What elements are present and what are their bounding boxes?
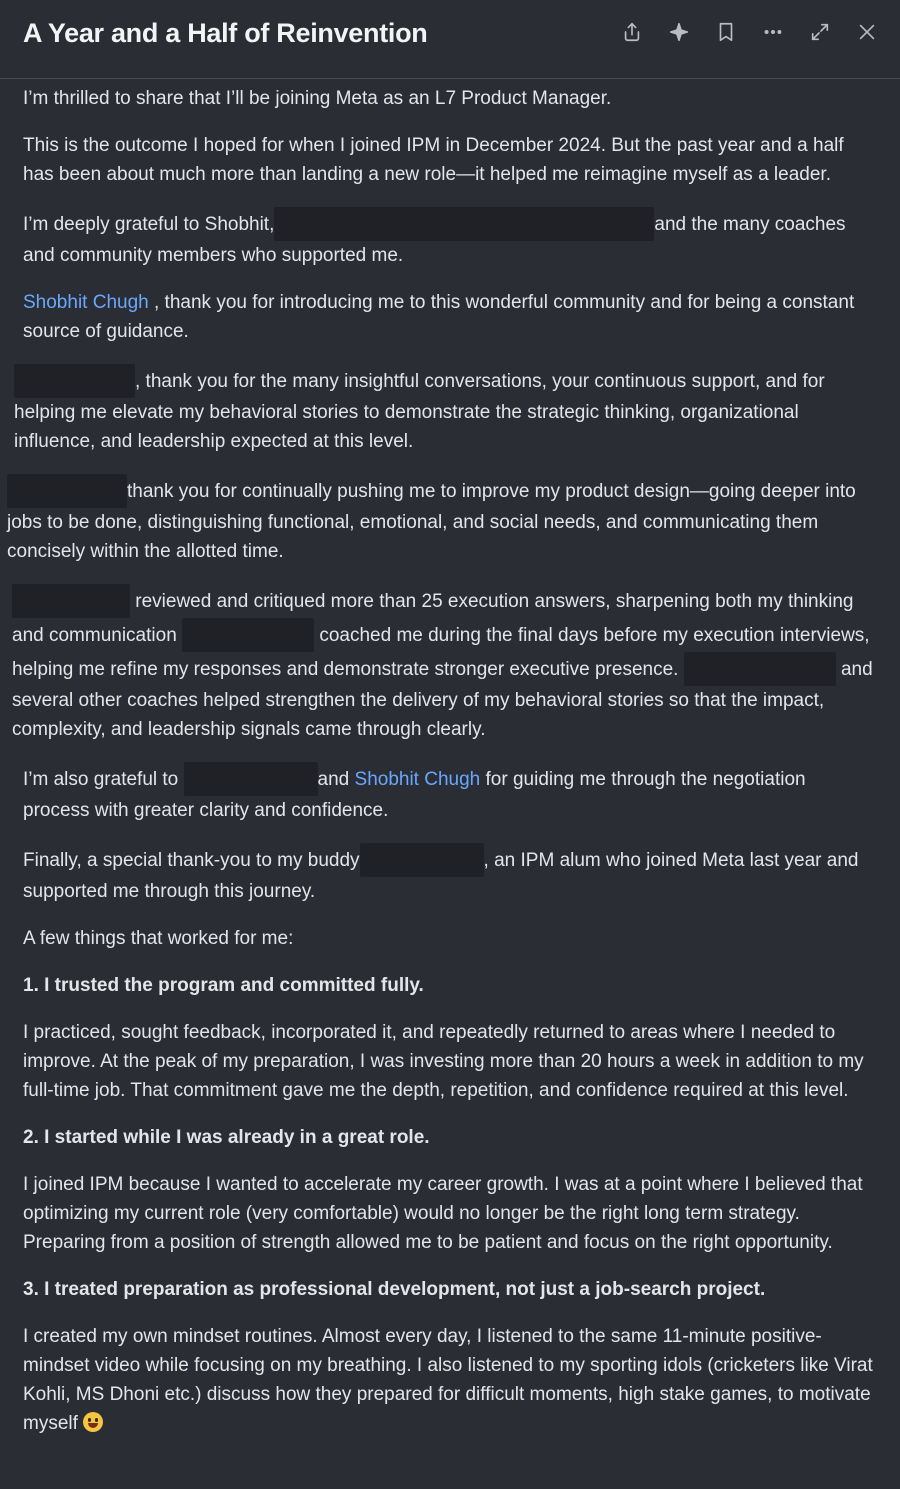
close-button[interactable] (843, 14, 890, 50)
header-actions (608, 14, 890, 50)
post-header (0, 0, 900, 79)
redacted-text (14, 364, 135, 398)
mention-link[interactable]: Shobhit Chugh (23, 292, 149, 313)
heading-text: 2. I started while I was already in a great role. (23, 1127, 430, 1148)
paragraph-text: , thank you for introducing me to this wonderful community and for being a constant source of guidance. (23, 292, 855, 342)
bookmark-button[interactable] (702, 14, 749, 50)
paragraph (23, 843, 877, 906)
paragraph-text: I joined IPM because I wanted to accelerate my career growth. I was at a point where I believed that optimizing my current role (very comfortable) would no longer be the right long term strategy. Preparing from a position of strength allowed me to be patient and focus on the right opportunity. (23, 1174, 863, 1253)
redacted-text (184, 762, 318, 796)
post-title: A Year and a Half of Reinvention (23, 17, 428, 48)
sparkle-icon (668, 21, 690, 43)
expand-button[interactable] (796, 14, 843, 50)
paragraph-text: I’m also grateful to (23, 769, 179, 790)
paragraph (23, 1018, 877, 1105)
paragraph (23, 131, 877, 189)
redacted-text (274, 207, 654, 241)
section-heading (23, 971, 877, 1000)
redacted-text (7, 474, 127, 508)
paragraph (12, 584, 877, 744)
paragraph-text: for guiding me through the negotiation process with greater clarity and confidence. (23, 769, 806, 821)
section-heading (23, 1275, 877, 1304)
share-icon (621, 21, 643, 43)
paragraph (23, 288, 877, 346)
paragraph-text: , thank you for the many insightful conversations, your continuous support, and for helping me elevate my behavioral stories to demonstrate the strategic thinking, organizational influence, and leadership expected at this level. (14, 371, 825, 452)
paragraph-text: , an IPM alum who joined Meta last year and supported me through this journey. (23, 850, 859, 902)
paragraph (23, 84, 877, 113)
paragraph-text: I practiced, sought feedback, incorporated it, and repeatedly returned to areas where I needed to improve. At the peak of my preparation, I was investing more than 20 hours a week in addition to my full-time job. That commitment gave me the depth, repetition, and confidence required at this level. (23, 1022, 864, 1101)
heading-text: 3. I treated preparation as professional development, not just a job-search project. (23, 1279, 766, 1300)
paragraph-text: coached me during the final days before my execution interviews, helping me refine my responses and demonstrate stronger executive presence. (12, 625, 870, 680)
paragraph-text: and the many coaches and community members who supported me. (23, 214, 846, 266)
paragraph (23, 924, 877, 953)
paragraph-text: reviewed and critiqued more than 25 execution answers, sharpening both my thinking and communication (12, 591, 854, 646)
redacted-text (684, 652, 836, 686)
paragraph (23, 1170, 877, 1257)
paragraph (23, 762, 877, 825)
section-heading (23, 1123, 877, 1152)
paragraph (23, 207, 877, 270)
paragraph-text: Finally, a special thank-you to my buddy (23, 850, 360, 871)
paragraph (7, 474, 877, 566)
expand-icon (809, 21, 831, 43)
paragraph-text: and several other coaches helped strengthen the delivery of my behavioral stories so that the impact, complexity, and leadership signals came through clearly. (12, 659, 873, 740)
share-button[interactable] (608, 14, 655, 50)
more-button[interactable] (749, 14, 796, 50)
redacted-text (182, 618, 314, 652)
bookmark-icon (715, 21, 737, 43)
paragraph-text: I’m deeply grateful to Shobhit, (23, 214, 275, 235)
paragraph (23, 1322, 877, 1438)
paragraph-text: thank you for continually pushing me to improve my product design—going deeper into jobs to be done, distinguishing functional, emotional, and social needs, and communicating them concisely within the allotted time. (7, 481, 856, 562)
paragraph-text: and (317, 769, 350, 790)
redacted-text (12, 584, 130, 618)
paragraph-text: I’m thrilled to share that I’ll be joining Meta as an L7 Product Manager. (23, 88, 612, 109)
mention-link[interactable]: Shobhit Chugh (354, 769, 481, 790)
paragraph-text: A few things that worked for me: (23, 928, 294, 949)
redacted-text (360, 843, 484, 877)
heading-text: 1. I trusted the program and committed fully. (23, 975, 424, 996)
paragraph (14, 364, 877, 456)
close-icon (856, 21, 878, 43)
paragraph-text: I created my own mindset routines. Almost every day, I listened to the same 11-minute positive-mindset video while focusing on my breathing. I also listened to my sporting idols (cricketers like Virat Kohli, MS Dhoni etc.) discuss how they prepared for difficult moments, high stake games, to motivate myself (23, 1326, 873, 1434)
more-icon (762, 21, 784, 43)
ai-assist-button[interactable] (655, 14, 702, 50)
post-body (0, 84, 900, 1438)
paragraph-text: This is the outcome I hoped for when I joined IPM in December 2024. But the past year and a half has been about much more than landing a new role—it helped me reimagine myself as a leader. (23, 135, 844, 185)
grinning-face-icon (83, 1412, 103, 1432)
